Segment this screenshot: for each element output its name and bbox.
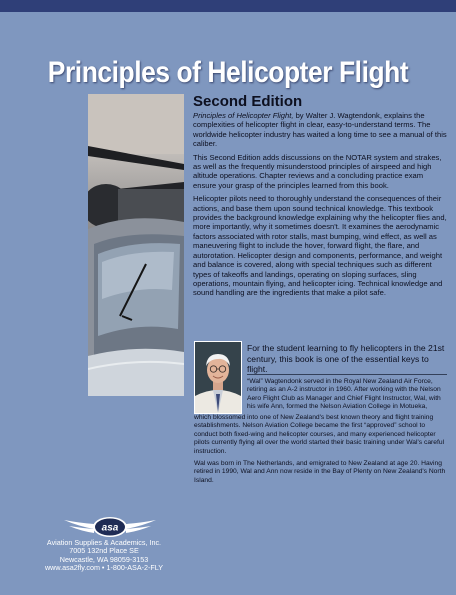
publisher-info [28,539,180,572]
author-bio-closing: Wal was born in The Netherlands, and emigrated to New Zealand at age 20. Having retired in 1990, Wal and Ann now reside in the Bay of Plenty on New Zealand's North Island. [194,460,446,484]
book-title: Principles of Helicopter Flight [47,56,409,89]
publisher-address-line1: 7005 132nd Place SE [69,546,139,556]
edition-heading: Second Edition [193,93,303,110]
author-portrait [194,341,242,414]
author-bio-continued: which blossomed into one of New Zealand's best known theory and flight training establishments. Nelson Aviation College became the first “approved” school to conduct both fixed-wing and helicopter courses, and many experienced helicopter pilots currently flying all over the world started their basic training under Wal's careful instruction. [194,414,445,455]
student-callout: For the student learning to fly helicopters in the 21st century, this book is one of the essential keys to flight. [247,343,445,375]
helicopter-photo [88,94,184,396]
author-bio [194,414,447,489]
asa-logo-text: asa [101,522,119,534]
intro-text: by Walter J. Wagtendonk, explains the complexities of helicopter flight in clear, easy-to-understand terms. The worldwide helicopter industry has waited a long time to see a manual of this caliber. [193,111,447,149]
publisher-contact: www.asa2fly.com • 1-800-ASA-2-FLY [44,562,164,572]
publisher-address-line2: Newcastle, WA 98059-3153 [59,554,149,564]
second-edition-paragraph: This Second Edition adds discussions on the NOTAR system and strakes, as well as the frequently misunderstood principles of airspeed and high altitude operations. Chapter reviews and a concluding practice exam ensure your grasp of the principles learned from this book. [193,152,442,190]
overview-paragraph: Helicopter pilots need to thoroughly understand the consequences of their actions, and base them upon sound technical knowledge. This textbook provides the background knowledge explaining why the helicopter flies and, more importantly, why it sometimes doesn't. It examines the aerodynamic factors associated with rotor stalls, mast bumping, wind effect, as well as maneuvering flight to include the hover, forward flight, the flare, and autorotation. Helicopter design and components, performance, and weight and balance is covered, along with special techniques such as different types of takeoffs and landings, operating on sloping surfaces, sling operations, mountain flying, and helicopter icing. Technical knowledge and sound handling are the ingredients that make a pilot safe. [193,194,447,298]
divider [247,374,447,375]
publisher-name: Aviation Supplies & Academics, Inc. [46,538,162,547]
author-bio-intro: “Wal” Wagtendonk served in the Royal New Zealand Air Force, retiring as an A-2 instructor in 1960. After working with the Nelson Aero Flight Club as Manager and Chief Flight Instructor, Wal, with his wife Ann, formed the Nelson Aviation College in Motueka, [247,378,441,411]
description-column [193,93,448,302]
intro-book-title: Principles of Helicopter Flight, [193,111,294,120]
intro-paragraph [193,111,448,149]
top-band [0,0,456,12]
